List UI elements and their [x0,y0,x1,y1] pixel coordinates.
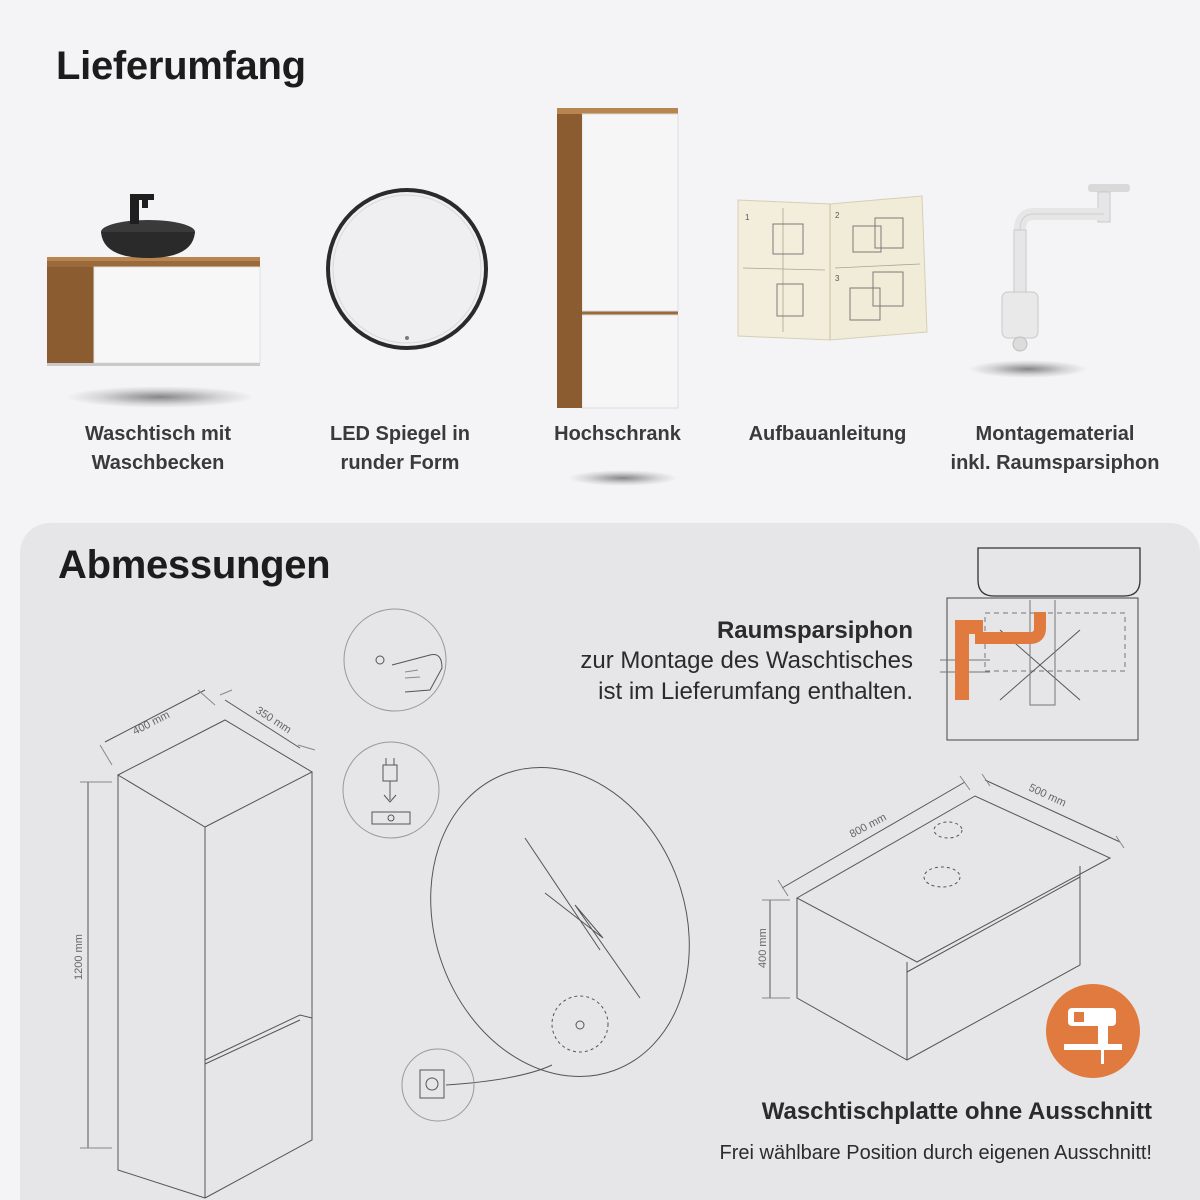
countertop-title: Waschtischplatte ohne Ausschnitt [761,1098,1152,1125]
socket-icon [402,1049,474,1121]
siphon-line2: ist im Lieferumfang enthalten. [598,678,913,705]
caption-tall-cabinet: Hochschrank [554,423,681,445]
siphon-title: Raumsparsiphon [716,617,913,644]
caption-siphon-line2: inkl. Raumsparsiphon [950,452,1160,474]
jigsaw-icon [1046,984,1140,1078]
caption-mirror-line2: runder Form [340,452,460,474]
tall-cabinet-drawing [80,690,315,1198]
vanity-height-label: 400 mm [757,928,769,968]
tall-cabinet-height-label: 1200 mm [73,934,85,980]
plug-icon [343,742,439,838]
caption-manual: Aufbauanleitung [748,423,907,445]
touch-sensor-icon [344,609,446,711]
tall-cabinet-depth-label: 350 mm [253,704,294,737]
delivery-title: Lieferumfang [56,44,306,88]
caption-vanity-line2: Waschbecken [91,452,225,474]
siphon-info [500,617,913,707]
caption-mirror-line1: LED Spiegel in [329,423,471,445]
siphon-line1: zur Montage des Waschtisches [580,647,913,674]
siphon-pipe-joint [955,620,983,634]
manual-step-1: 1 [745,213,750,222]
vanity-width-label: 800 mm [847,811,889,841]
vanity-depth-label: 500 mm [1026,781,1068,810]
caption-vanity-line1: Waschtisch mit [85,423,231,445]
tall-cabinet-width-label: 400 mm [130,708,172,738]
dimensions-title: Abmessungen [58,543,331,587]
mirror-drawing [388,731,731,1113]
caption-siphon-line1: Montagematerial [975,423,1135,445]
manual-step-3: 3 [835,274,840,283]
siphon-schematic [940,548,1140,740]
countertop-desc: Frei wählbare Position durch eigenen Ausschnitt! [719,1142,1152,1164]
manual-step-2: 2 [835,211,840,220]
